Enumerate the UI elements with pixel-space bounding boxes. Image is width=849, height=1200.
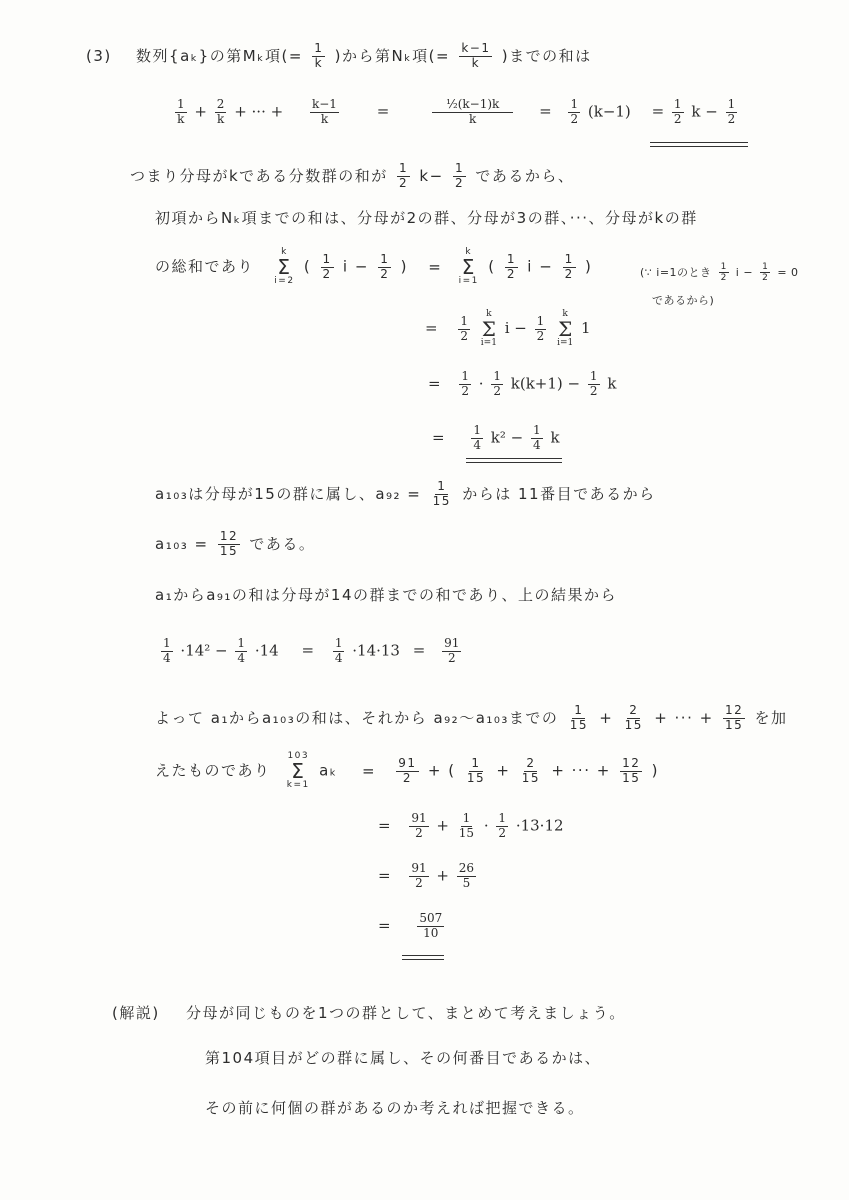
fraction: $\frac{1}{15}$ [466,755,486,785]
summation: k Σ i=2 [274,247,295,286]
fraction: $\frac{1}{2}$ [506,251,516,281]
text: aₖ [319,761,338,780]
result-underline [650,142,748,143]
text: i − [527,257,554,276]
text: + ( [427,761,456,780]
line-17 [378,912,447,941]
equals: = [428,257,443,276]
fraction: $\frac{1}{2}$ [461,369,469,398]
equals: = [432,428,445,447]
line-5 [155,248,592,286]
text: 1 [581,319,591,337]
line-2 [172,98,740,127]
paren: ) [400,257,408,276]
line-14 [155,752,659,790]
text: k [607,374,617,393]
fraction: $\frac{1}{15}$ [432,479,451,508]
text: 第104項目がどの群に属し、その何番目であるかは、 [205,1049,602,1067]
equals: = [412,641,426,660]
text: 数列{aₖ}の第Mₖ項(= [136,46,303,65]
result-underline [402,955,444,956]
fraction: $\frac{91}{2}$ [411,811,427,840]
line-7 [428,370,616,399]
summation: k Σ i=1 [557,309,574,348]
equals: = [425,319,438,337]
text: であるから、 [475,166,575,185]
equals: = [376,102,390,121]
line-15 [378,812,564,841]
line-11 [155,584,617,605]
fraction: $\frac{1}{2}$ [460,313,468,343]
text: i − [342,257,369,276]
line-3 [130,162,574,191]
text: その前に何個の群があるのか考えれば把握できる。 [205,1099,585,1117]
plus: + [599,708,614,727]
text: よって a₁からa₁₀₃の和は、それから a₉₂〜a₁₀₃までの [155,708,559,727]
fraction: $\frac{2}{15}$ [624,703,643,732]
text: の総和であり [155,257,255,276]
line-1 [86,42,592,71]
text: k² − [490,428,524,447]
text: を加 [754,708,788,727]
fraction: $\frac{91}{2}$ [398,755,417,785]
fraction: $\frac{26}{5}$ [458,861,475,890]
problem-label: (3) [86,46,112,65]
paren: ) [651,761,660,780]
fraction: $\frac{12}{15}$ [622,755,641,785]
plus: + [436,866,449,885]
fraction: $\frac{1}{2}$ [762,262,769,284]
line-9 [155,480,656,509]
line-16 [378,862,479,891]
text: (k−1) [587,102,631,121]
text: からは 11番目であるから [462,484,656,503]
paren: ( [303,257,312,276]
dot: · [483,816,489,835]
fraction: $\frac{1}{2}$ [536,313,545,343]
side-note-cont: であるから) [652,294,715,307]
ellipsis: + ··· + [234,102,284,121]
text: 初項からNₖ項までの和は、分母が2の群、分母が3の群、···、分母がkの群 [155,209,698,227]
text: i − [504,319,527,337]
line-13 [155,704,788,733]
fraction: $\frac{1}{2}$ [727,97,736,126]
result-underline [402,959,444,960]
plus: + [194,102,207,121]
result-underline [650,146,748,147]
paren: ) [584,257,593,276]
fraction: $\frac{1}{k}$ [314,41,324,70]
fraction: $\frac{1}{2}$ [589,369,598,398]
fraction: $\frac{1}{k}$ [177,97,185,126]
fraction: $\frac{1}{4}$ [473,423,481,452]
text: k [550,428,560,447]
line-19 [205,1047,601,1068]
text: a₁₀₃は分母が15の群に属し、a₉₂ = [155,484,422,503]
result-underline [466,458,562,459]
fraction: $\frac{91}{2}$ [444,636,460,665]
line-6 [425,310,591,348]
text: a₁からa₉₁の和は分母が14の群までの和であり、上の結果から [155,586,618,604]
equals: = [301,641,315,660]
fraction: $\frac{1}{15}$ [458,811,475,840]
fraction: $\frac{2}{15}$ [521,755,541,785]
line-4 [155,207,698,228]
paren: ( [488,257,496,276]
text: 分母が同じものを1つの群として、まとめて考えましょう。 [186,1004,626,1022]
fraction: $\frac{1}{2}$ [398,161,409,190]
fraction: $\frac{2}{k}$ [216,97,225,126]
fraction: $\frac{1}{4}$ [533,423,541,452]
fraction: $\frac{\text{½(k−1)k}}{k}$ [432,98,513,127]
commentary-label: (解説) [112,1004,160,1022]
plus: + [436,816,449,835]
fraction: $\frac{1}{4}$ [163,636,171,665]
equals: = [539,102,552,121]
fraction: $\frac{1}{2}$ [498,811,507,840]
text: ·14² − [180,641,228,660]
fraction: $\frac{1}{4}$ [237,636,246,665]
fraction: $\frac{1}{2}$ [322,251,332,281]
fraction: $\frac{1}{4}$ [334,636,343,665]
text: つまり分母がkである分数群の和が [130,166,388,185]
dot: · [478,374,484,393]
equals: = [361,761,377,780]
ellipsis: + ··· + [654,708,714,727]
equals: = [428,374,441,393]
fraction: $\frac{1}{2}$ [493,369,501,398]
fraction: $\frac{1}{2}$ [673,97,682,126]
text: えたものであり [155,761,271,780]
line-18 [112,1002,626,1023]
equals: = [378,916,391,935]
side-note: (∵ i=1のとき $\frac{1}{2}$ i − $\frac{1}{2}$ = 0 [640,262,799,284]
summation: k Σ i=1 [458,247,479,286]
fraction: $\frac{91}{2}$ [411,861,427,890]
line-20 [205,1097,585,1118]
fraction: $\frac{1}{2}$ [570,97,579,126]
fraction: $\frac{k-1}{k}$ [461,41,491,70]
plus: + [496,761,511,780]
text: である。 [249,534,316,553]
line-12 [158,637,464,666]
summation: k Σ i=1 [480,309,497,348]
text: k− [419,166,444,185]
equals: = [378,866,391,885]
line-8 [432,424,560,453]
text: a₁₀₃ = [155,534,209,553]
ellipsis: + ··· + [551,761,611,780]
fraction: $\frac{k-1}{k}$ [311,97,337,126]
fraction: $\frac{1}{2}$ [380,251,390,281]
equals: = [651,102,665,121]
line-10 [155,530,315,559]
fraction: $\frac{12}{15}$ [724,703,744,732]
fraction: $\frac{12}{15}$ [219,529,239,558]
text: )までの和は [501,46,592,65]
text: ·13·12 [515,816,564,835]
fraction: $\frac{1}{2}$ [454,161,465,190]
text: ·14·13 [352,641,400,660]
fraction: $\frac{1}{2}$ [720,262,727,284]
result-underline [466,462,562,463]
text: k − [691,102,718,121]
fraction: $\frac{1}{2}$ [564,251,574,281]
summation: 103 Σ k=1 [286,751,310,790]
fraction: $\frac{507}{10}$ [419,911,443,940]
text: k(k+1) − [510,374,581,393]
equals: = [378,816,391,835]
text: )から第Nₖ項(= [334,46,451,65]
text: ·14 [254,641,279,660]
fraction: $\frac{1}{15}$ [569,703,588,732]
